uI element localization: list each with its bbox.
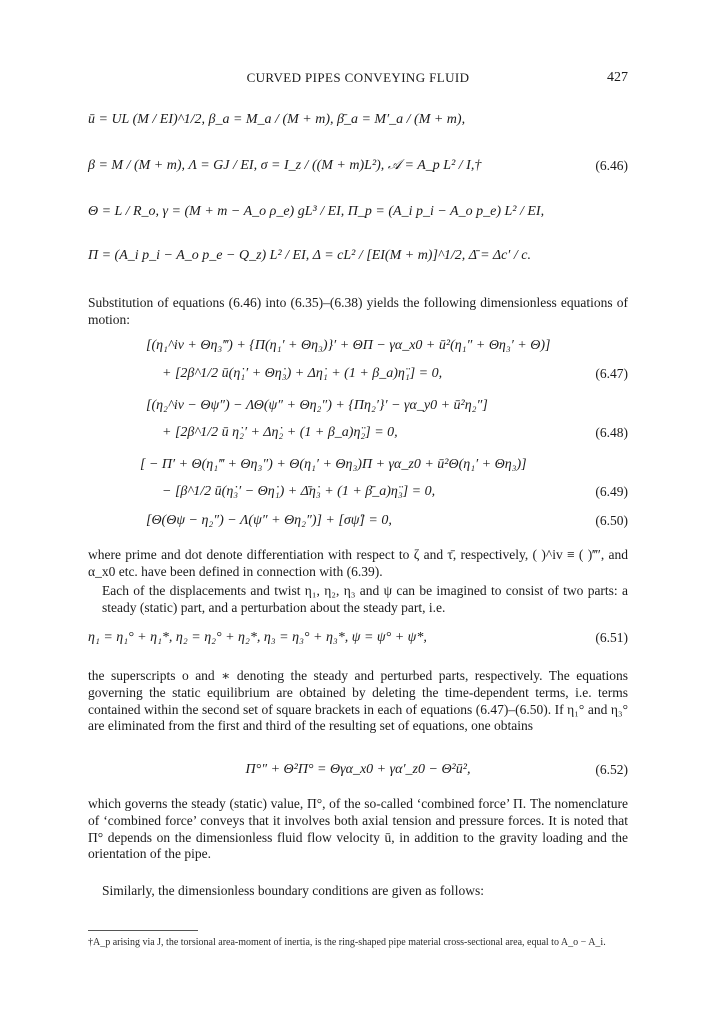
equation-number-6-47: (6.47): [595, 366, 628, 381]
running-title: CURVED PIPES CONVEYING FLUID: [246, 70, 470, 85]
equation-number-6-50: (6.50): [595, 513, 628, 528]
equation-number-6-46: (6.46): [595, 158, 628, 173]
paragraph-displacements: Each of the displacements and twist η₁, η₂, η₃ and ψ can be imagined to consist of two parts: a steady (static) part, and a perturbation about the steady part, i.e.: [102, 583, 628, 615]
equation-number-6-52: (6.52): [595, 762, 628, 777]
equation-number-6-49: (6.49): [595, 484, 628, 499]
footnote-divider: [88, 930, 198, 931]
footnote: †A_p arising via J, the torsional area-moment of inertia, is the ring-shaped pipe material cross-sectional area, equal to A_o − A_i.: [88, 937, 606, 948]
equation-number-6-51: (6.51): [595, 630, 628, 645]
paragraph-superscripts: the superscripts o and ∗ denoting the steady and perturbed parts, respectively. The equations governing the static equilibrium are obtained by deleting the time-dependent terms, i.e. terms contained within the second set of square brackets in each of equations (6.47)–(6.50). If η₁° and η₃° are eliminated from the first and third of the resulting set of equations, one obtains: [88, 668, 628, 734]
equation-number-6-48: (6.48): [595, 425, 628, 440]
running-head: [88, 70, 628, 90]
paragraph-prime-dot: where prime and dot denote differentiation with respect to ζ and τ̄, respectively, ( )^iv ≡ ( )‴′, and α_x0 etc. have been defined in connection with (6.39).: [88, 547, 628, 579]
page-number: 427: [607, 70, 628, 85]
paragraph-combined-force: which governs the steady (static) value, Π°, of the so-called ‘combined force’ Π. The nomenclature of ‘combined force’ conveys that it involves both axial tension and pressure forces. It is noted that Π° depends on the dimensionless fluid flow velocity ū, in addition to the gravity loading and the orientation of the pipe.: [88, 796, 628, 862]
book-page: CURVED PIPES CONVEYING FLUID 427 ū = UL (M / EI)^1/2, β_a = M_a / (M + m), β̄_a = M′_a / (M + m), β = M / (M + m), Λ = GJ / EI, σ = I_z / ((M + m)L²), 𝒜 = A_p L² / I,† (6.46) Θ = L / R_o, γ = (M + m − A_o ρ_e) gL³ / EI, Π_p = (A_i p_i − A_o p_e) L² / EI, Π = (A_i p_i − A_o p_e − Q_z) L² / EI, Δ = cL² / [EI(M + m)]^1/2, Δ̄ = Δc′ / c. Substitution of equations (6.46) into (6.35)–(6.38) yields the following dimensionless equations of motion: [(η₁^iv + Θη₃‴) + {Π(η₁′ + Θη₃)}′ + ΘΠ − γα_x0 + ū²(η₁″ + Θη₃′ + Θ)] + [2β^1/2 ū(η̇₁′ + Θη̇₃) + Δη̇₁ + (1 + β_a)η̈₁] = 0, (6.47) [(η₂^iv − Θψ″) − ΛΘ(ψ″ + Θη₂″) + {Πη₂′}′ − γα_y0 + ū²η₂″] + [2β^1/2 ū η̇₂′ + Δη̇₂ + (1 + β_a)η̈₂] = 0, (6.48) [ − Π′ + Θ(η₁‴ + Θη₃″) + Θ(η₁′ + Θη₃)Π + γα_z0 + ū²Θ(η₁′ + Θη₃)] − [β^1/2 ū(η̇₃′ − Θη̇₁) + Δ̄η̇₃ + (1 + β̄_a)η̈₃] = 0, (6.49) [Θ(Θψ − η₂″) − Λ(ψ″ + Θη₂″)] + [σψ̈] = 0, (6.50) where prime and dot denote differentiation with respect to ζ and τ̄, respectively, ( )^iv ≡ ( )‴′, and α_x0 etc. have been defined in connection with (6.39). Each of the displacements and twist η₁, η₂, η₃ and ψ can be imagined to consist of two parts: a steady (static) part, and a perturbation about the steady part, i.e. η₁ = η₁° + η₁*, η₂ = η₂° + η₂*, η₃ = η₃° + η₃*, ψ = ψ° + ψ*, (6.51) the superscripts o and ∗ denoting the steady and perturbed parts, respectively. The equations governing the static equilibrium are obtained by deleting the time-dependent terms, i.e. terms contained within the second set of square brackets in each of equations (6.47)–(6.50). If η₁° and η₃° are eliminated from the first and third of the resulting set of equations, one obtains Π°″ + Θ²Π° = Θγα_x0 + γα′_z0 − Θ²ū², (6.52) which governs the steady (static) value, Π°, of the so-called ‘combined force’ Π. The nomenclature of ‘combined force’ conveys that it involves both axial tension and pressure forces. It is noted that Π° depends on the dimensionless fluid flow velocity ū, in addition to the gravity loading and the orientation of the pipe. Similarly, the dimensionless boundary conditions are given as follows: †A_p arising via J, the torsional area-moment of inertia, is the ring-shaped pipe material cross-sectional area, equal to A_o − A_i.: [88, 70, 628, 948]
paragraph-substitution: Substitution of equations (6.46) into (6.35)–(6.38) yields the following dimensionless equations of motion:: [88, 295, 628, 327]
paragraph-boundary: Similarly, the dimensionless boundary conditions are given as follows:: [102, 883, 484, 898]
